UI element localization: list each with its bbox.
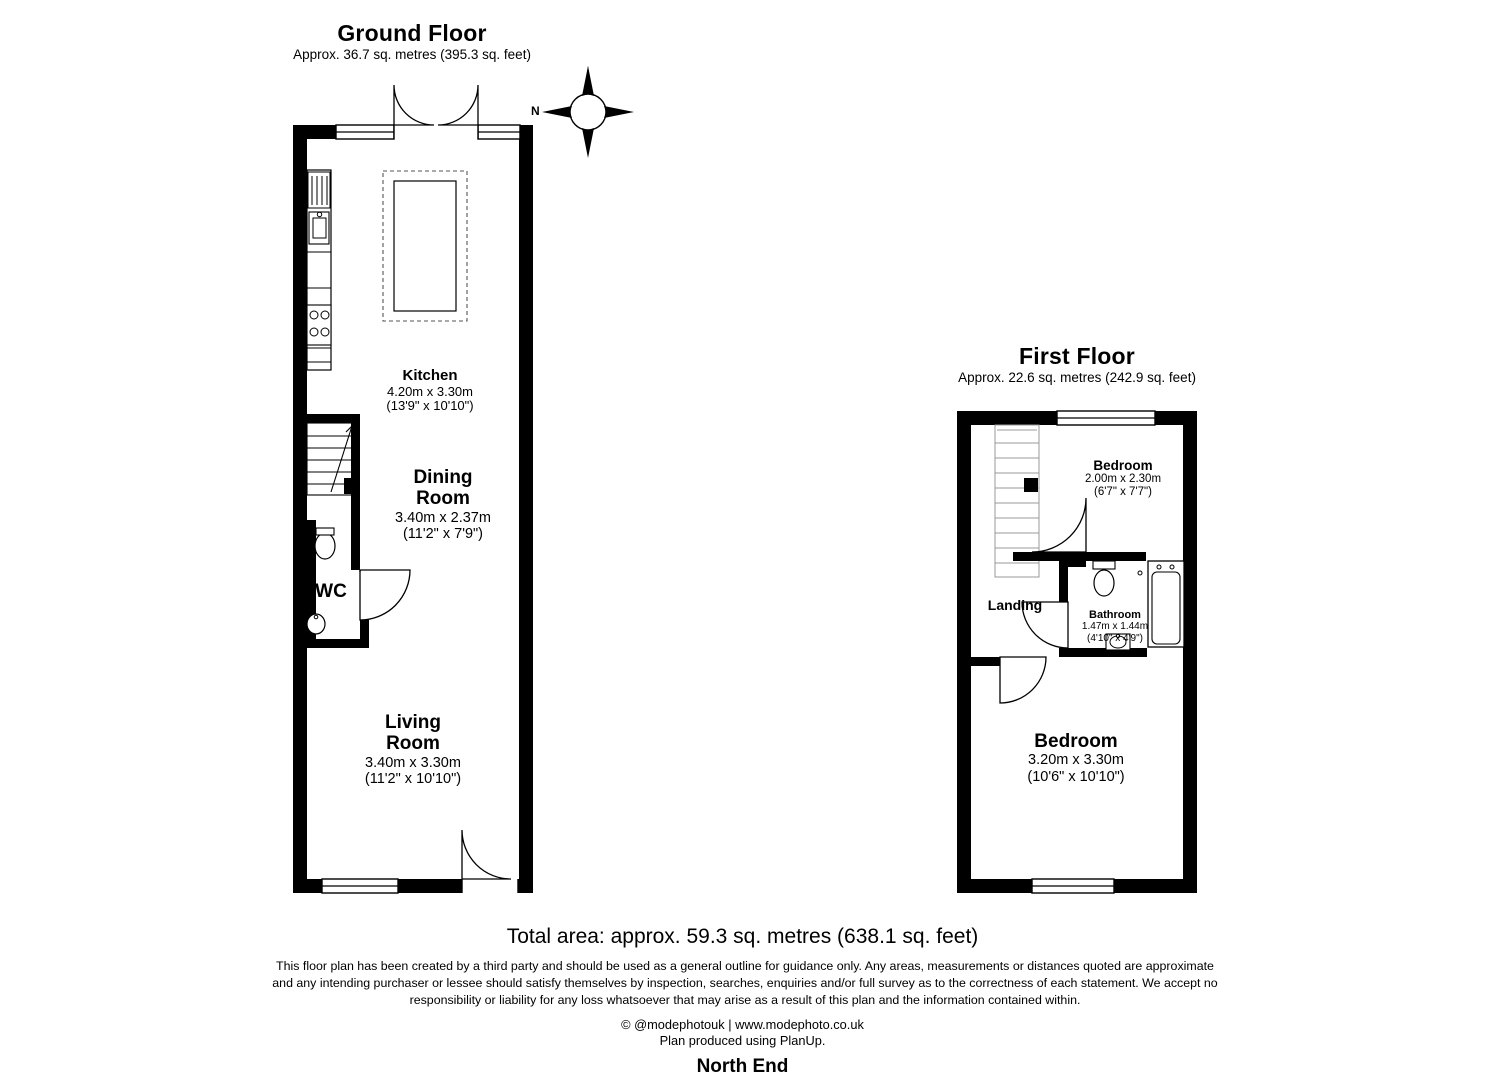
dining-room-dims-metric: 3.40m x 2.37m (395, 509, 491, 526)
door-bedroom-main (967, 657, 1046, 703)
room-label-dining-room (343, 467, 543, 542)
landing-name: Landing (987, 597, 1043, 613)
bathroom-dims-imperial: (4'10" x 4'9") (1087, 632, 1143, 644)
door-bedroom-small (1032, 498, 1086, 552)
room-label-bedroom-small (1027, 458, 1219, 499)
living-room-name-line1: Living (385, 712, 441, 733)
dining-room-name-line1: Dining (413, 467, 473, 488)
ground-floor-title: Ground Floor (337, 20, 487, 46)
bedroom-small-dims-metric: 2.00m x 2.30m (1084, 473, 1162, 486)
dining-room-name-line2: Room (416, 488, 470, 510)
bedroom-small-name: Bedroom (1093, 458, 1153, 473)
window-bedroom-main-bottom (1032, 879, 1114, 893)
ground-floor-subtitle: Approx. 36.7 sq. metres (395.3 sq. feet) (293, 47, 531, 62)
room-label-bedroom-main (978, 731, 1174, 785)
kitchen-dims-imperial: (13'9" x 10'10") (386, 398, 474, 414)
compass-n-label: N (531, 104, 540, 118)
window-kitchen-top-left (336, 125, 394, 139)
dining-room-dims-imperial: (11'2" x 7'9") (402, 525, 484, 542)
room-label-bathroom (1053, 609, 1177, 644)
kitchen-name: Kitchen (402, 367, 458, 384)
door-kitchen-top (394, 85, 478, 139)
wc-name: WC (315, 581, 347, 602)
bathroom-name: Bathroom (1089, 609, 1141, 621)
bedroom-small-dims-imperial: (6'7" x 7'7") (1094, 485, 1152, 498)
bathroom-dims-metric: 1.47m x 1.44m (1081, 621, 1149, 633)
room-label-kitchen (330, 368, 530, 414)
bedroom-main-name: Bedroom (1034, 731, 1118, 752)
window-kitchen-top-right (478, 125, 520, 139)
first-floor-subtitle: Approx. 22.6 sq. metres (242.9 sq. feet) (958, 370, 1196, 385)
living-room-name-line2: Room (386, 733, 440, 755)
disclaimer-text: This floor plan has been created by a third party and should be used as a general outline for guidance only. Any areas, measurements or distances quoted are approximate and any intending purchaser or lessee should satisfy themselves by inspection, searches, enquiries and/or full survey as to the correctness of each statement. We accept no responsibility or liability for any loss whatsoever that may arise as a result of this plan and the information contained within. (272, 959, 1218, 1008)
window-living-bottom (322, 879, 398, 893)
bottom-title: North End (696, 1056, 789, 1077)
first-floor-title: First Floor (1019, 343, 1135, 369)
kitchen-units (307, 170, 331, 370)
bedroom-main-dims-metric: 3.20m x 3.30m (1028, 752, 1124, 769)
credit-line-1: © @modephotouk | www.modephoto.co.uk (621, 1017, 864, 1032)
kitchen-dims-metric: 4.20m x 3.30m (387, 383, 473, 399)
credit-line-2: Plan produced using PlanUp. (659, 1033, 826, 1048)
living-room-dims-imperial: (11'2" x 10'10") (364, 770, 462, 787)
compass-rose (542, 66, 634, 158)
window-bedroom-small-top (1057, 411, 1155, 425)
total-area-text: Total area: approx. 59.3 sq. metres (638.1 sq. feet) (506, 925, 979, 948)
room-label-wc (283, 581, 379, 602)
room-label-living-room (313, 712, 513, 787)
door-front-entrance (462, 830, 518, 893)
living-room-dims-metric: 3.40m x 3.30m (365, 754, 461, 771)
bedroom-main-dims-imperial: (10'6" x 10'10") (1027, 768, 1125, 785)
kitchen-island-dashed (383, 171, 467, 321)
